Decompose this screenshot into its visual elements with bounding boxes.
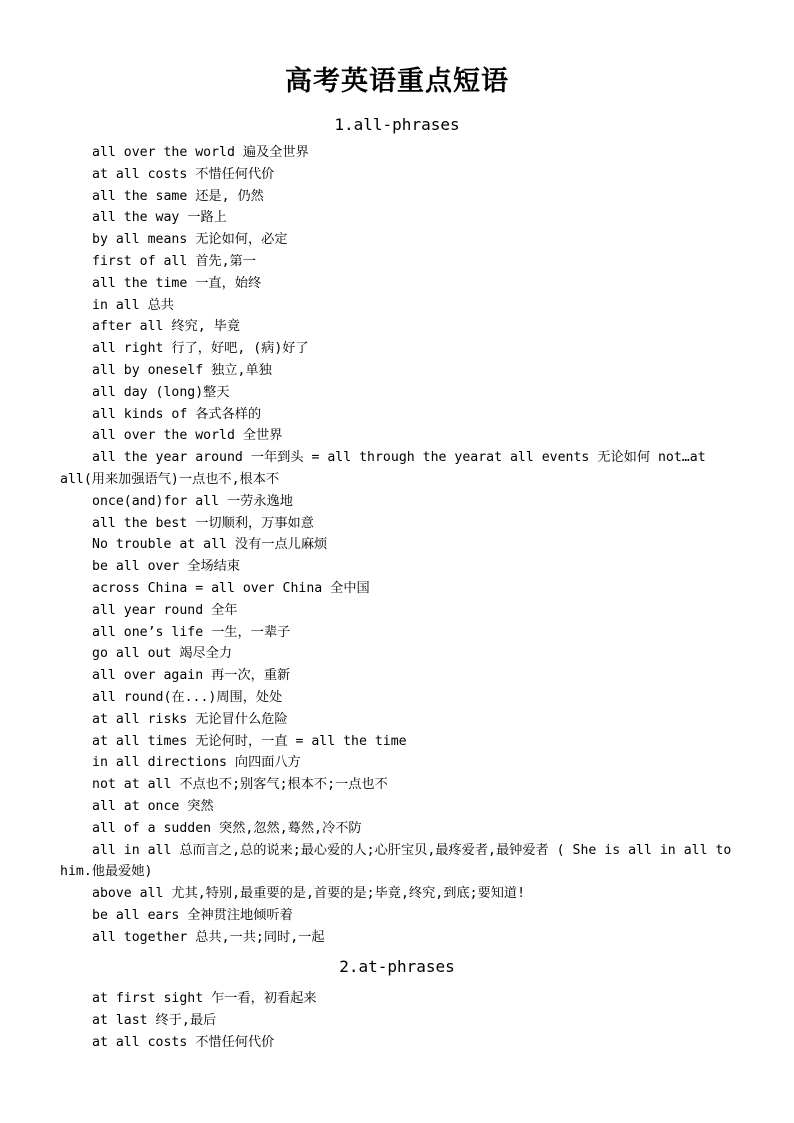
phrase-item: at last 终于,最后 <box>92 1013 217 1029</box>
phrase-item: after all 终究, 毕竟 <box>92 319 241 335</box>
phrase-item: be all ears 全神贯注地倾听着 <box>92 907 293 923</box>
phrase-item: all round(在...)周围，处处 <box>92 689 283 705</box>
phrase-item: all the same 还是, 仍然 <box>92 188 264 204</box>
document-title: 高考英语重点短语 <box>285 66 509 97</box>
phrase-item: all the way 一路上 <box>92 210 227 226</box>
phrase-item: at all risks 无论冒什么危险 <box>92 711 288 727</box>
phrase-item: all the best 一切顺利，万事如意 <box>92 515 314 531</box>
phrase-item: all together 总共,一共;同时,一起 <box>92 929 325 945</box>
phrase-item: go all out 竭尽全力 <box>92 646 233 662</box>
phrase-item: all right 行了，好吧, (病)好了 <box>92 341 309 357</box>
phrase-item: by all means 无论如何，必定 <box>92 232 288 248</box>
phrase-item: be all over 全场结束 <box>92 559 241 575</box>
phrase-item: all by oneself 独立,单独 <box>92 362 272 378</box>
phrase-item: all over again 再一次，重新 <box>92 668 291 684</box>
phrase-item: all of a sudden 突然,忽然,蓦然,冷不防 <box>92 820 362 836</box>
phrase-item: at all costs 不惜任何代价 <box>92 1035 275 1051</box>
phrase-item: all over the world 全世界 <box>92 428 283 444</box>
phrase-item: all the year around 一年到头 = all through the yearat all events 无论如何 not…at all(用来加强语气)一点也不,根本不 <box>60 450 706 487</box>
phrase-item: all day (long)整天 <box>92 384 230 400</box>
section-all-phrases <box>60 114 734 948</box>
phrase-list <box>60 142 734 948</box>
phrase-item: all over the world 遍及全世界 <box>92 145 309 160</box>
phrase-item: at first sight 乍一看，初看起来 <box>92 991 317 1007</box>
phrase-item: at all times 无论何时，一直 = all the time <box>92 733 407 749</box>
phrase-item: in all 总共 <box>92 297 174 313</box>
section-heading: 2.at-phrases <box>339 957 455 977</box>
phrase-item: No trouble at all 没有一点儿麻烦 <box>92 537 328 553</box>
phrase-item: all in all 总而言之,总的说来;最心爱的人;心肝宝贝,最疼爱者,最钟爱者 ( She is all in all to him.他最爱她) <box>60 842 732 880</box>
phrase-item: across China = all over China 全中国 <box>92 580 370 596</box>
phrase-item: all at once 突然 <box>92 798 214 814</box>
phrase-list <box>60 988 734 1053</box>
phrase-item: first of all 首先,第一 <box>92 253 256 269</box>
phrase-item: at all costs 不惜任何代价 <box>92 166 275 182</box>
phrase-item: once(and)for all 一劳永逸地 <box>92 493 293 509</box>
phrase-item: above all 尤其,特别,最重要的是,首要的是;毕竟,终究,到底;要知道! <box>92 886 526 902</box>
phrase-item: in all directions 向四面八方 <box>92 755 301 771</box>
phrase-item: all year round 全年 <box>92 602 238 618</box>
section-heading: 1.all-phrases <box>334 115 460 134</box>
phrase-item: all the time 一直，始终 <box>92 275 262 291</box>
phrase-item: all one’s life 一生，一辈子 <box>92 624 291 640</box>
section-at-phrases <box>60 956 734 1053</box>
phrase-item: not at all 不点也不;别客气;根本不;一点也不 <box>92 777 388 793</box>
phrase-item: all kinds of 各式各样的 <box>92 406 262 422</box>
